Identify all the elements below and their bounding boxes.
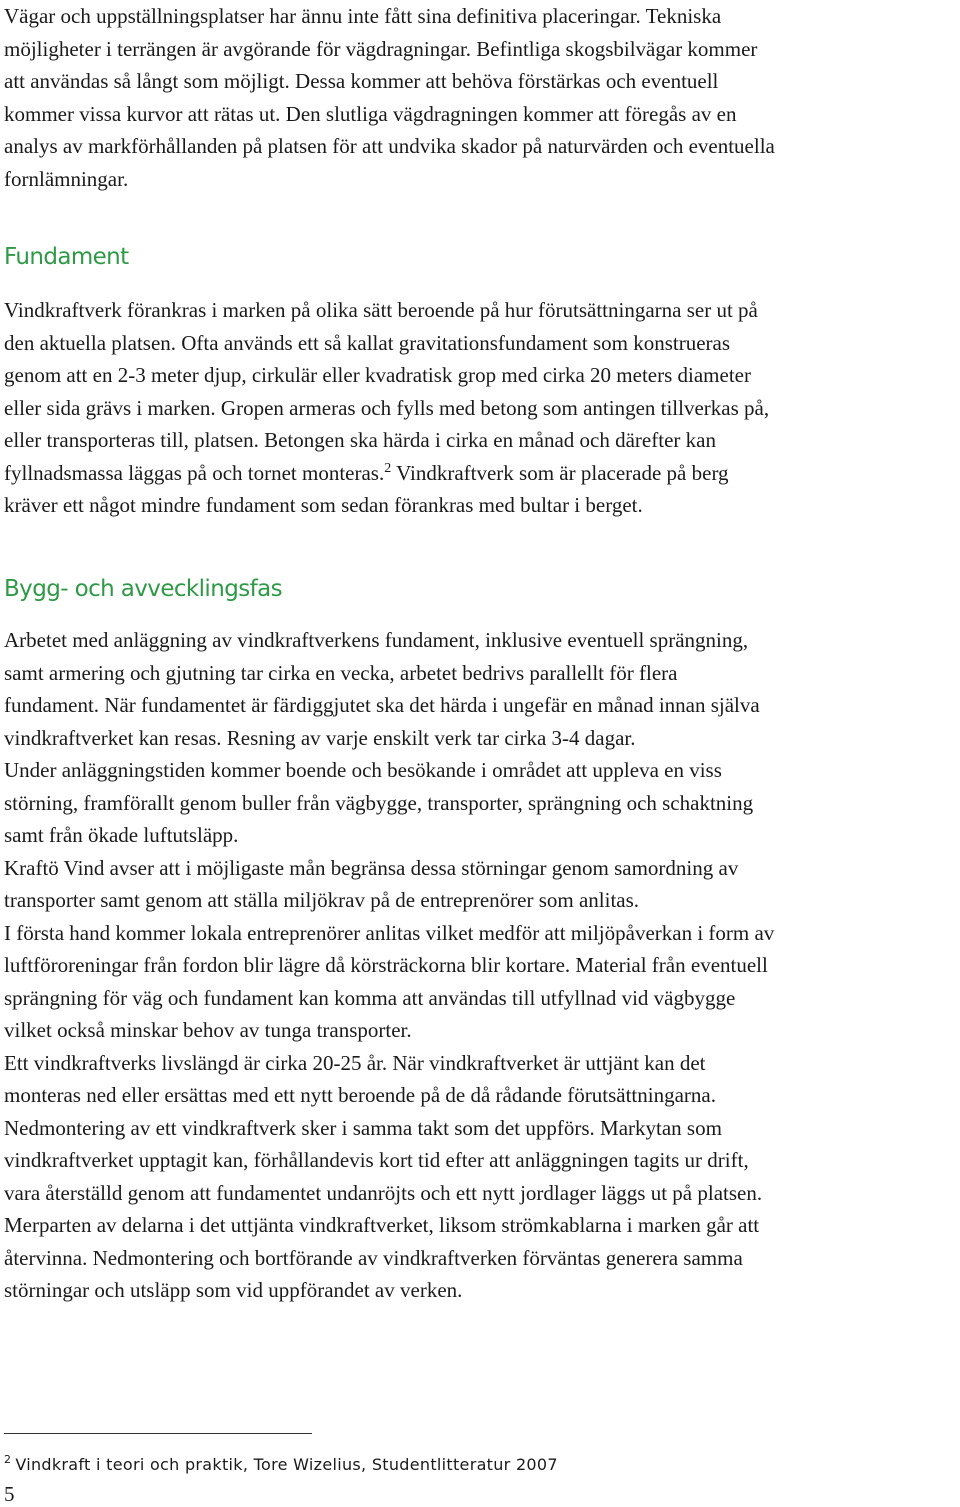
bygg-line: Merparten av delarna i det uttjänta vindkraftverket, liksom strömkablarna i marken går att bbox=[4, 1213, 760, 1237]
intro-line: analys av markförhållanden på platsen för att undvika skador på naturvärden och eventuella bbox=[4, 134, 775, 158]
bygg-line: störningar och utsläpp som vid uppförandet av verken. bbox=[4, 1278, 463, 1302]
bygg-line: samt armering och gjutning tar cirka en vecka, arbetet bedrivs parallellt för flera bbox=[4, 660, 678, 685]
fundament-line: eller transporteras till, platsen. Betongen ska härda i cirka en månad och därefter kan bbox=[4, 428, 716, 452]
fundament-line-with-note bbox=[4, 457, 769, 490]
bygg-line: Kraftö Vind avser att i möjligaste mån begränsa dessa störningar genom samordning av bbox=[4, 855, 739, 880]
bygg-line: vindkraftverket upptagit kan, förhållandevis kort tid efter att anläggningen tagits ur drift, bbox=[4, 1148, 749, 1172]
fundament-line-start: fyllnadsmassa läggas på och tornet monteras. bbox=[4, 460, 385, 485]
bygg-line: monteras ned eller ersättas med ett nytt beroende på de då rådande förutsättningarna. bbox=[4, 1083, 716, 1107]
fundament-line: den aktuella platsen. Ofta används ett så kallat gravitationsfundament som konstrueras bbox=[4, 330, 731, 355]
section-heading-fundament: Fundament bbox=[4, 244, 129, 270]
bygg-line: Nedmontering av ett vindkraftverk sker i samma takt som det uppförs. Markytan som bbox=[4, 1115, 722, 1140]
fundament-line: genom att en 2-3 meter djup, cirkulär eller kvadratisk grop med cirka 20 meters diameter bbox=[4, 363, 751, 387]
footnote-mark: 2 bbox=[4, 1453, 12, 1466]
intro-line: Vägar och uppställningsplatser har ännu inte fått sina definitiva placeringar. Tekniska bbox=[4, 4, 722, 28]
section-heading-bygg: Bygg- och avvecklingsfas bbox=[4, 576, 282, 602]
page-number: 5 bbox=[4, 1482, 15, 1506]
footnote bbox=[4, 1455, 558, 1474]
bygg-line: samt från ökade luftutsläpp. bbox=[4, 823, 239, 847]
bygg-line: sprängning för väg och fundament kan komma att användas till utfyllnad vid vägbygge bbox=[4, 985, 736, 1010]
bygg-line: I första hand kommer lokala entreprenörer anlitas vilket medför att miljöpåverkan i form av bbox=[4, 920, 775, 945]
bygg-line: återvinna. Nedmontering och bortförande av vindkraftverken förväntas generera samma bbox=[4, 1245, 743, 1270]
bygg-line: luftföroreningar från fordon blir lägre då körsträckorna blir kortare. Material från eventuell bbox=[4, 953, 768, 977]
footnote-text: Vindkraft i teori och praktik, Tore Wizelius, Studentlitteratur 2007 bbox=[15, 1455, 558, 1474]
fundament-line: Vindkraftverk förankras i marken på olika sätt beroende på hur förutsättningarna ser ut på bbox=[4, 298, 758, 322]
bygg-line: vara återställd genom att fundamentet undanröjts och ett nytt jordlager läggs ut på platsen. bbox=[4, 1180, 763, 1205]
footnote-reference[interactable]: 2 bbox=[384, 460, 392, 476]
intro-paragraph bbox=[4, 0, 775, 195]
intro-line: kommer vissa kurvor att rätas ut. Den slutliga vägdragningen kommer att föregås av en bbox=[4, 101, 737, 126]
fundament-paragraph bbox=[4, 294, 769, 522]
fundament-line-end: Vindkraftverk som är placerade på berg bbox=[391, 460, 729, 485]
intro-line: fornlämningar. bbox=[4, 166, 129, 191]
bygg-line: Under anläggningstiden kommer boende och besökande i området att uppleva en viss bbox=[4, 758, 722, 782]
footnote-divider bbox=[4, 1433, 312, 1434]
fundament-line: kräver ett något mindre fundament som sedan förankras med bultar i berget. bbox=[4, 493, 643, 517]
bygg-line: störning, framförallt genom buller från vägbygge, transporter, sprängning och schaktning bbox=[4, 790, 754, 815]
bygg-line: fundament. När fundamentet är färdiggjutet ska det härda i ungefär en månad innan själva bbox=[4, 693, 760, 717]
bygg-line: vilket också minskar behov av tunga transporter. bbox=[4, 1018, 412, 1042]
intro-line: att användas så långt som möjligt. Dessa kommer att behöva förstärkas och eventuell bbox=[4, 69, 719, 93]
bygg-paragraph bbox=[4, 624, 774, 1307]
bygg-line: Ett vindkraftverks livslängd är cirka 20-25 år. När vindkraftverket är uttjänt kan det bbox=[4, 1050, 706, 1075]
bygg-line: Arbetet med anläggning av vindkraftverkens fundament, inklusive eventuell sprängning, bbox=[4, 628, 749, 652]
fundament-line: eller sida grävs i marken. Gropen armeras och fylls med betong som antingen tillverkas på, bbox=[4, 395, 770, 420]
bygg-line: transporter samt genom att ställa miljökrav på de entreprenörer som anlitas. bbox=[4, 888, 640, 912]
bygg-line: vindkraftverket kan resas. Resning av varje enskilt verk tar cirka 3-4 dagar. bbox=[4, 725, 636, 750]
intro-line: möjligheter i terrängen är avgörande för vägdragningar. Befintliga skogsbilvägar kommer bbox=[4, 36, 758, 61]
